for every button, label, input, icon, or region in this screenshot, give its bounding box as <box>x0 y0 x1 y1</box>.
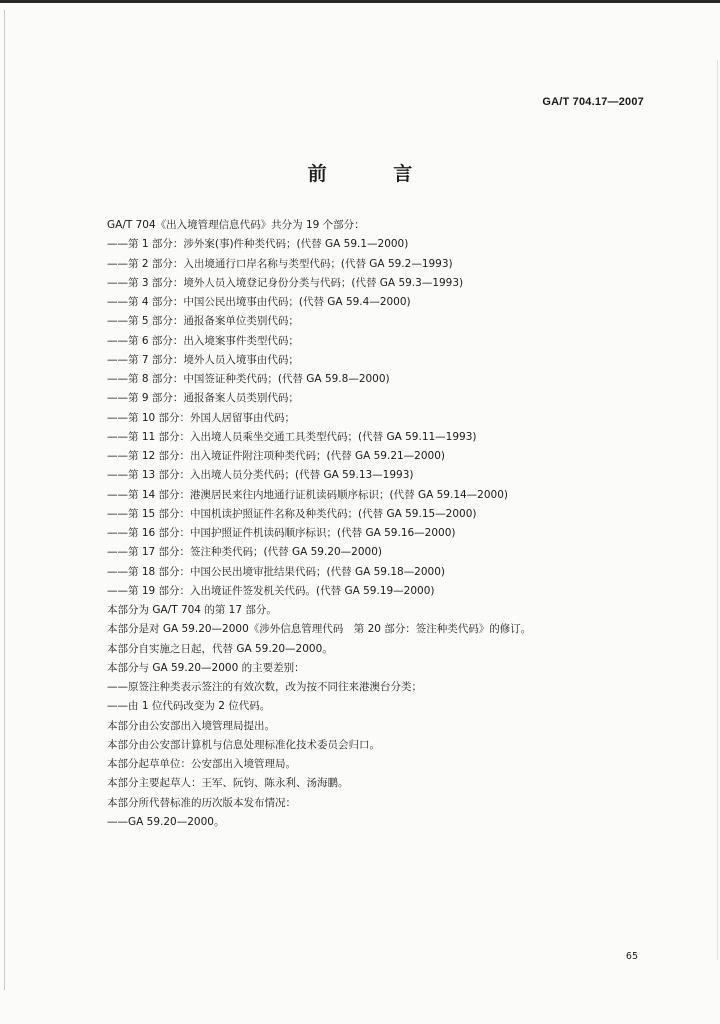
body-line: ——第 1 部分：涉外案(事)件种类代码；(代替 GA 59.1—2000) <box>107 238 409 251</box>
body-line: 本部分为 GA/T 704 的第 17 部分。 <box>107 604 277 616</box>
body-line: ——第 18 部分：中国公民出境审批结果代码；(代替 GA 59.18—2000) <box>107 565 446 578</box>
page-title: 前 言 <box>307 163 443 185</box>
body-line: ——第 3 部分：境外人员入境登记身份分类与代码；(代替 GA 59.3—1993) <box>107 276 464 289</box>
body-line: 本部分主要起草人：王军、阮钧、陈永利、汤海鹏。 <box>107 777 349 790</box>
body-line: ——第 11 部分：入出境人员乘坐交通工具类型代码；(代替 GA 59.11—1993) <box>107 430 477 443</box>
body-line: 本部分与 GA 59.20—2000 的主要差别： <box>107 661 305 674</box>
body-line: ——第 13 部分：入出境人员分类代码；(代替 GA 59.13—1993) <box>107 469 414 482</box>
body-line: 本部分由公安部计算机与信息处理标准化技术委员会归口。 <box>107 738 380 751</box>
page-number: 65 <box>625 951 638 962</box>
body-line: ——原签注种类表示签注的有效次数，改为按不同往来港澳台分类； <box>107 681 422 693</box>
body-line: ——第 9 部分：通报备案人员类别代码； <box>107 392 299 405</box>
body-line: ——第 14 部分：港澳居民来往内地通行证机读码顺序标识；(代替 GA 59.14—2000) <box>107 488 509 501</box>
body-line: ——第 15 部分：中国机读护照证件名称及种类代码；(代替 GA 59.15—2000) <box>107 507 477 520</box>
body-line: ——第 4 部分：中国公民出境事由代码；(代替 GA 59.4—2000) <box>107 296 411 308</box>
body-line: ——第 19 部分：入出境证件签发机关代码。(代替 GA 59.19—2000) <box>107 584 435 597</box>
body-line: ——第 10 部分：外国人居留事由代码； <box>107 411 296 424</box>
body-line: ——第 16 部分：中国护照证件机读码顺序标识；(代替 GA 59.16—2000) <box>107 527 456 539</box>
body-line: 本部分是对 GA 59.20—2000《涉外信息管理代码 第 20 部分：签注种类代码》的修订。 <box>107 623 532 636</box>
body-line: 本部分所代替标准的历次版本发布情况： <box>107 796 296 809</box>
body-line: GA/T 704《出入境管理信息代码》共分为 19 个部分： <box>107 219 365 231</box>
scan-right-edge <box>717 60 718 960</box>
standard-code: GA/T 704.17—2007 <box>542 96 644 108</box>
body-line: 本部分起草单位：公安部出入境管理局。 <box>107 758 296 770</box>
body-line: ——第 2 部分：入出境通行口岸名称与类型代码；(代替 GA 59.2—1993) <box>107 257 453 270</box>
scan-left-edge <box>4 10 5 990</box>
body-line: 本部分自实施之日起，代替 GA 59.20—2000。 <box>107 642 333 655</box>
body-line: ——第 7 部分：境外人员入境事由代码； <box>107 353 299 366</box>
body-line: 本部分由公安部出入境管理局提出。 <box>107 719 275 732</box>
foreword-body <box>107 216 667 832</box>
body-line: ——由 1 位代码改变为 2 位代码。 <box>107 700 271 713</box>
body-line: ——第 6 部分：出入境案事件类型代码； <box>107 334 299 347</box>
body-line: ——第 8 部分：中国签证种类代码；(代替 GA 59.8—2000) <box>107 373 390 385</box>
body-line: ——第 12 部分：出入境证件附注项种类代码；(代替 GA 59.21—2000) <box>107 450 446 462</box>
body-line: ——第 17 部分：签注种类代码；(代替 GA 59.20—2000) <box>107 546 383 559</box>
scan-top-border <box>0 0 720 3</box>
body-line: ——GA 59.20—2000。 <box>107 815 225 828</box>
body-line: ——第 5 部分：通报备案单位类别代码； <box>107 315 299 328</box>
